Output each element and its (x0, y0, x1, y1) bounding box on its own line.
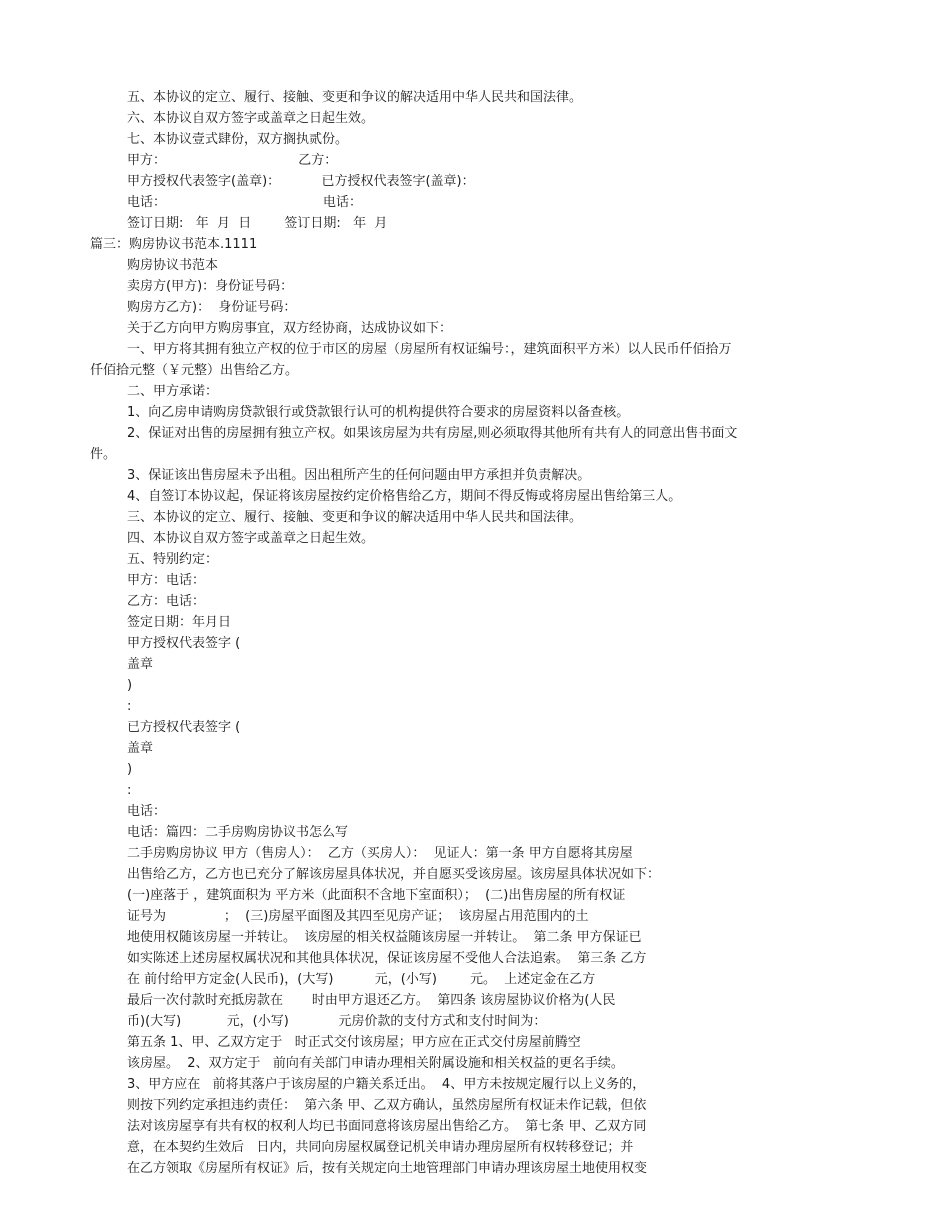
text-line: 在乙方领取《房屋所有权证》后，按有关规定向土地管理部门申请办理该房屋土地使用权变 (127, 1161, 648, 1176)
text-line: 三、本协议的定立、履行、接触、变更和争议的解决适用中华人民共和国法律。 (127, 510, 583, 525)
text-line: 甲方授权代表签字(盖章)： 已方授权代表签字(盖章)： (127, 174, 475, 189)
text-line: 4、自签订本协议起，保证将该房屋按约定价格售给乙方，期间不得反悔或将房屋出售给第三人。 (127, 489, 682, 504)
text-line: 如实陈述上述房屋权属状况和其他具体状况，保证该房屋不受他人合法追索。 第三条 乙方 (127, 951, 647, 966)
text-line: 七、本协议壹式肆份，双方搁执贰份。 (127, 132, 349, 147)
text-line: 件。 (90, 447, 117, 462)
text-line: 盖章 (127, 741, 154, 756)
text-line: 币)(大写) 元，(小写) 元房价款的支付方式和支付时间为： (127, 1014, 547, 1029)
section-heading: 篇三：购房协议书范本.1111 (90, 237, 258, 252)
text-line: 一、甲方将其拥有独立产权的位于市区的房屋（房屋所有权证编号：，建筑面积平方米）以人民币仟佰拾万 (127, 342, 732, 357)
text-line: 签订日期: 年 月 日 签订日期: 年 月 (127, 216, 388, 231)
text-line: 法对该房屋享有共有权的权利人均已书面同意将该房屋出售给乙方。 第七条 甲、乙双方同 (127, 1119, 647, 1134)
text-line: 在 前付给甲方定金(人民币)，(大写) 元，(小写) 元。 上述定金在乙方 (127, 972, 596, 987)
document-title: 购房协议书范本 (127, 258, 219, 273)
text-line: 四、本协议自双方签字或盖章之日起生效。 (127, 531, 375, 546)
text-line: 五、特别约定： (127, 552, 219, 567)
text-line: ) (127, 678, 133, 693)
text-line: 意，在本契约生效后 日内，共同向房屋权属登记机关申请办理房屋所有权转移登记；并 (127, 1140, 634, 1155)
text-line: 仟佰拾元整（￥元整）出售给乙方。 (90, 363, 299, 378)
section-heading: 电话：篇四：二手房购房协议书怎么写 (127, 825, 349, 840)
text-line: 二手房购房协议 甲方（售房人）： 乙方（买房人）： 见证人：第一条 甲方自愿将其房屋 (127, 846, 633, 861)
text-line: 二、甲方承诺： (127, 384, 219, 399)
text-line: 则按下列约定承担违约责任： 第六条 甲、乙双方确认，虽然房屋所有权证未作记载，但依 (127, 1098, 647, 1113)
text-line: 3、保证该出售房屋未予出租。因出租所产生的任何问题由甲方承担并负责解决。 (127, 468, 591, 483)
text-line: 购房方乙方)： 身份证号码： (127, 300, 297, 315)
text-line: 2、保证对出售的房屋拥有独立产权。如果该房屋为共有房屋,则必须取得其他所有共有人的同意出售书面文 (127, 426, 738, 441)
text-line: 五、本协议的定立、履行、接触、变更和争议的解决适用中华人民共和国法律。 (127, 90, 583, 105)
text-line: 1、向乙房申请购房贷款银行或贷款银行认可的机构提供符合要求的房屋资料以备查核。 (127, 405, 630, 420)
text-line: : (127, 699, 132, 714)
text-line: 第五条 1、甲、乙双方定于 时正式交付该房屋；甲方应在正式交付房屋前腾空 (127, 1035, 581, 1050)
text-line: 证号为 ； (三)房屋平面图及其四至见房产证； 该房屋占用范围内的土 (127, 909, 589, 924)
text-line: 签定日期：年月日 (127, 615, 232, 630)
text-line: (一)座落于 ，建筑面积为 平方米（此面积不含地下室面积）； (二)出售房屋的所有权证 (127, 888, 626, 903)
text-line: 电话： (127, 804, 167, 819)
text-line: 最后一次付款时充抵房款在 时由甲方退还乙方。 第四条 该房屋协议价格为(人民 (127, 993, 616, 1008)
text-line: 地使用权随该房屋一并转让。 该房屋的相关权益随该房屋一并转让。 第二条 甲方保证已 (127, 930, 642, 945)
text-line: ) (127, 762, 133, 777)
text-line: 六、本协议自双方签字或盖章之日起生效。 (127, 111, 375, 126)
text-line: 该房屋。 2、双方定于 前向有关部门申请办理相关附属设施和相关权益的更名手续。 (127, 1056, 624, 1071)
text-line: 3、甲方应在 前将其落户于该房屋的户籍关系迁出。 4、甲方未按规定履行以上义务的， (127, 1077, 646, 1092)
text-line: : (127, 783, 132, 798)
text-line: 甲方： 乙方： (127, 153, 338, 168)
text-line: 卖房方(甲方)：身份证号码： (127, 279, 294, 294)
text-line: 关于乙方向甲方购房事宜，双方经协商，达成协议如下： (127, 321, 453, 336)
text-line: 甲方：电话： (127, 573, 206, 588)
text-line: 甲方授权代表签字 ( (127, 636, 241, 651)
text-line: 已方授权代表签字 ( (127, 720, 241, 735)
text-line: 乙方：电话： (127, 594, 206, 609)
text-line: 盖章 (127, 657, 154, 672)
text-line: 电话： 电话： (127, 195, 363, 210)
text-line: 出售给乙方，乙方也已充分了解该房屋具体状况，并自愿买受该房屋。该房屋具体状况如下： (127, 867, 661, 882)
